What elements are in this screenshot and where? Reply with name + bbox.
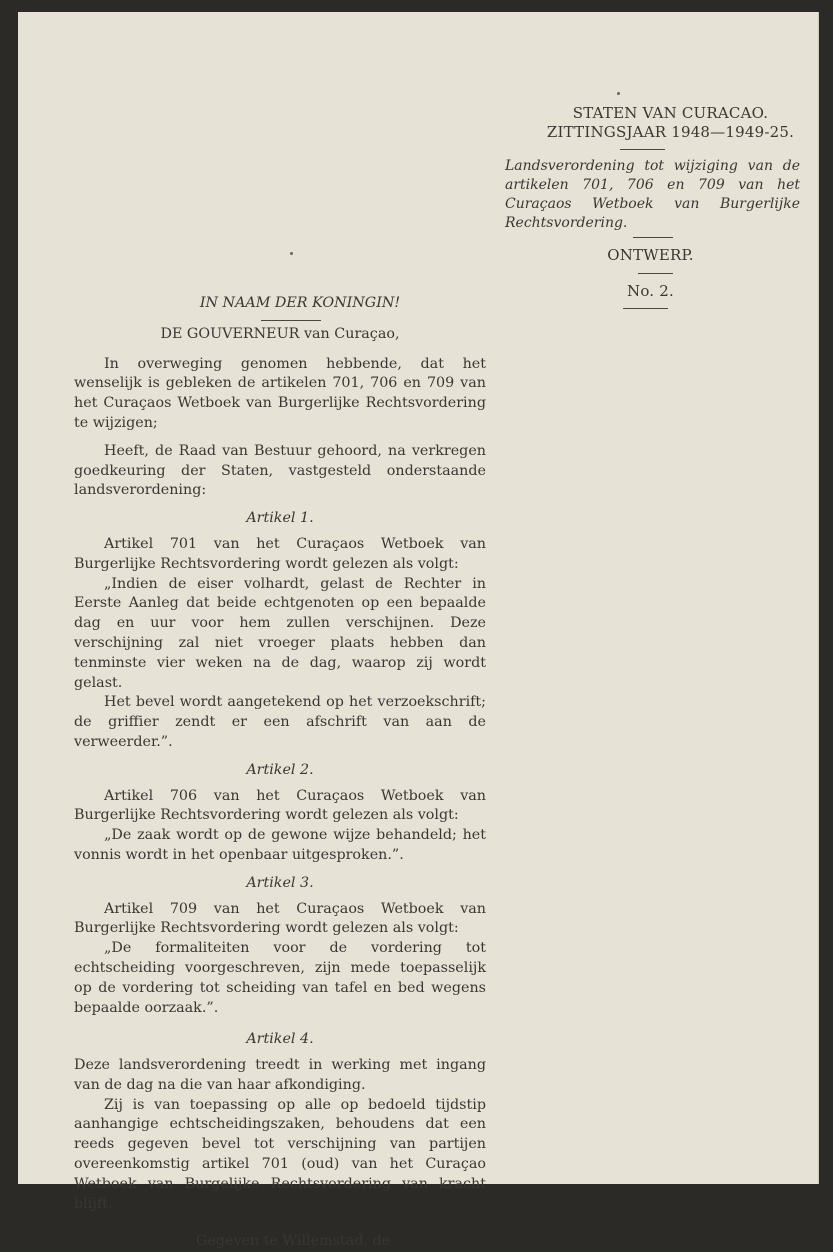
- article-2-label: Artikel 2.: [246, 761, 314, 778]
- article-2-text: „De zaak wordt op de gewone wijze behandeld; het vonnis wordt in het openbaar uitgesproken.”.: [74, 827, 486, 863]
- document-body: [74, 294, 486, 1252]
- preamble-1: In overweging genomen hebbende, dat het wenselijk is gebleken de artikelen 701, 706 en 709 van het Curaçaos Wetboek van Burgerlijke Rechtsvordering te wijzigen;: [74, 355, 486, 431]
- header-rule: [638, 273, 673, 274]
- speck: [290, 252, 293, 255]
- header-rule: [623, 308, 668, 309]
- article-4-label: Artikel 4.: [246, 1031, 314, 1048]
- article-4-text: Deze landsverordening treedt in werking met ingang van de dag na die van haar afkondiging.: [74, 1057, 486, 1093]
- document-page: [18, 12, 819, 1250]
- invocation: IN NAAM DER KONINGIN!: [199, 295, 401, 311]
- header-rule: [633, 237, 673, 238]
- article-3-text: „De formaliteiten voor de vordering tot echtscheiding voorgeschreven, zijn mede toepasselijk op de vordering tot scheiding van tafel en bed wegens bepaalde oorzaak.”.: [74, 940, 486, 1016]
- draft-label: ONTWERP.: [607, 246, 694, 264]
- article-1-intro: Artikel 701 van het Curaçaos Wetboek van Burgerlijke Rechtsvordering wordt gelezen als volgt:: [74, 535, 486, 572]
- bill-number: No. 2.: [627, 282, 674, 300]
- article-4-text-2: Zij is van toepassing op alle op bedoeld tijdstip aanhangige echtscheidingszaken, behoudens dat een reeds gegeven bevel tot verschijning van partijen overeenkomstig artikel 701 (oud) van het Curaçao Wetboek van Burgelijke Rechtsvordering van kracht blijft.: [74, 1096, 486, 1212]
- article-1-text-2: Het bevel wordt aangetekend op het verzoekschrift; de griffier zendt er een afschrift van aan de verweerder.”.: [74, 694, 486, 750]
- article-1-text: „Indien de eiser volhardt, gelast de Rechter in Eerste Aanleg dat beide echtgenoten op een bepaalde dag en uur voor hem zullen verschijnen. Deze verschijning zal niet vroeger plaats hebben dan tenminste vier weken na de dag, waarop zij wordt gelast.: [74, 575, 486, 691]
- preamble-2: Heeft, de Raad van Bestuur gehoord, na verkregen goedkeuring der Staten, vastgesteld onderstaande landsverordening:: [74, 442, 486, 499]
- bill-subtitle: Landsverordening tot wijziging van de artikelen 701, 706 en 709 van het Curaçaos Wetboek van Burgerlijke Rechtsvordering.: [505, 158, 800, 231]
- article-3-intro: Artikel 709 van het Curaçaos Wetboek van Burgerlijke Rechtsvordering wordt gelezen als volgt:: [74, 900, 486, 937]
- article-3-label: Artikel 3.: [246, 874, 314, 891]
- header-rule: [620, 149, 665, 150]
- closing-line: Gegeven te Willemstad, de: [196, 1233, 391, 1250]
- speck: [617, 92, 620, 95]
- article-1-label: Artikel 1.: [246, 510, 314, 527]
- governor-line: DE GOUVERNEUR van Curaçao,: [160, 325, 400, 342]
- divider: [261, 320, 321, 321]
- article-2-intro: Artikel 706 van het Curaçaos Wetboek van Burgerlijke Rechtsvordering wordt gelezen als volgt:: [74, 787, 486, 824]
- header-session: ZITTINGSJAAR 1948—1949-25.: [546, 123, 795, 141]
- header-title: STATEN VAN CURACAO.: [572, 104, 769, 122]
